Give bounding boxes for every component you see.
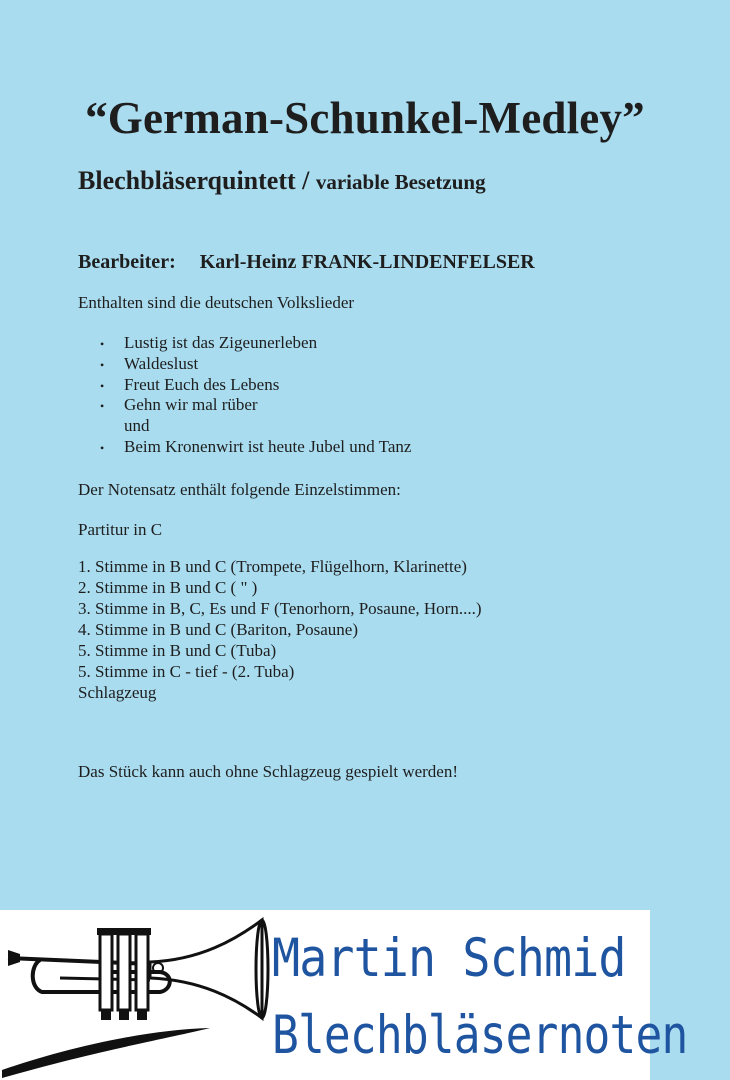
score-label: Partitur in C xyxy=(78,520,163,539)
list-item-connector: und xyxy=(124,416,150,436)
list-item: • Gehn wir mal rüber xyxy=(100,395,411,416)
list-item: Schlagzeug xyxy=(78,683,157,702)
parts-intro: Der Notensatz enthält folgende Einzelstimmen: xyxy=(78,480,401,499)
trumpet-icon xyxy=(0,910,270,1080)
parts-list xyxy=(78,556,481,703)
list-item: 2. Stimme in B und C ( " ) xyxy=(78,578,258,597)
subtitle-main: Blechbläserquintett / xyxy=(78,166,310,195)
intro-text: Enthalten sind die deutschen Volkslieder xyxy=(78,293,355,312)
list-item: 4. Stimme in B und C (Bariton, Posaune) xyxy=(78,620,359,639)
brand-tagline: Blechbläsernoten xyxy=(272,1005,688,1066)
list-item: • Waldeslust xyxy=(100,354,411,375)
arranger-name: Karl-Heinz FRANK-LINDENFELSER xyxy=(199,251,535,273)
subtitle-small: variable Besetzung xyxy=(315,170,486,194)
page-title: “German-Schunkel-Medley” xyxy=(85,93,645,143)
list-item: 5. Stimme in C - tief - (2. Tuba) xyxy=(78,662,295,681)
footnote: Das Stück kann auch ohne Schlagzeug gespielt werden! xyxy=(78,762,459,781)
list-item: • Freut Euch des Lebens xyxy=(100,375,411,396)
list-item: • Lustig ist das Zigeunerleben xyxy=(100,333,411,354)
song-list xyxy=(100,333,411,458)
brand-name: Martin Schmid xyxy=(272,928,626,989)
list-item: 1. Stimme in B und C (Trompete, Flügelhorn, Klarinette) xyxy=(78,557,467,576)
list-item: • Beim Kronenwirt ist heute Jubel und Tanz xyxy=(100,437,411,458)
publisher-logo xyxy=(0,910,688,1080)
arranger-line xyxy=(78,251,535,274)
list-item: 5. Stimme in B und C (Tuba) xyxy=(78,641,277,660)
list-item: 3. Stimme in B, C, Es und F (Tenorhorn, Posaune, Horn....) xyxy=(78,599,482,618)
subtitle xyxy=(78,166,486,196)
arranger-label: Bearbeiter: xyxy=(78,251,176,273)
